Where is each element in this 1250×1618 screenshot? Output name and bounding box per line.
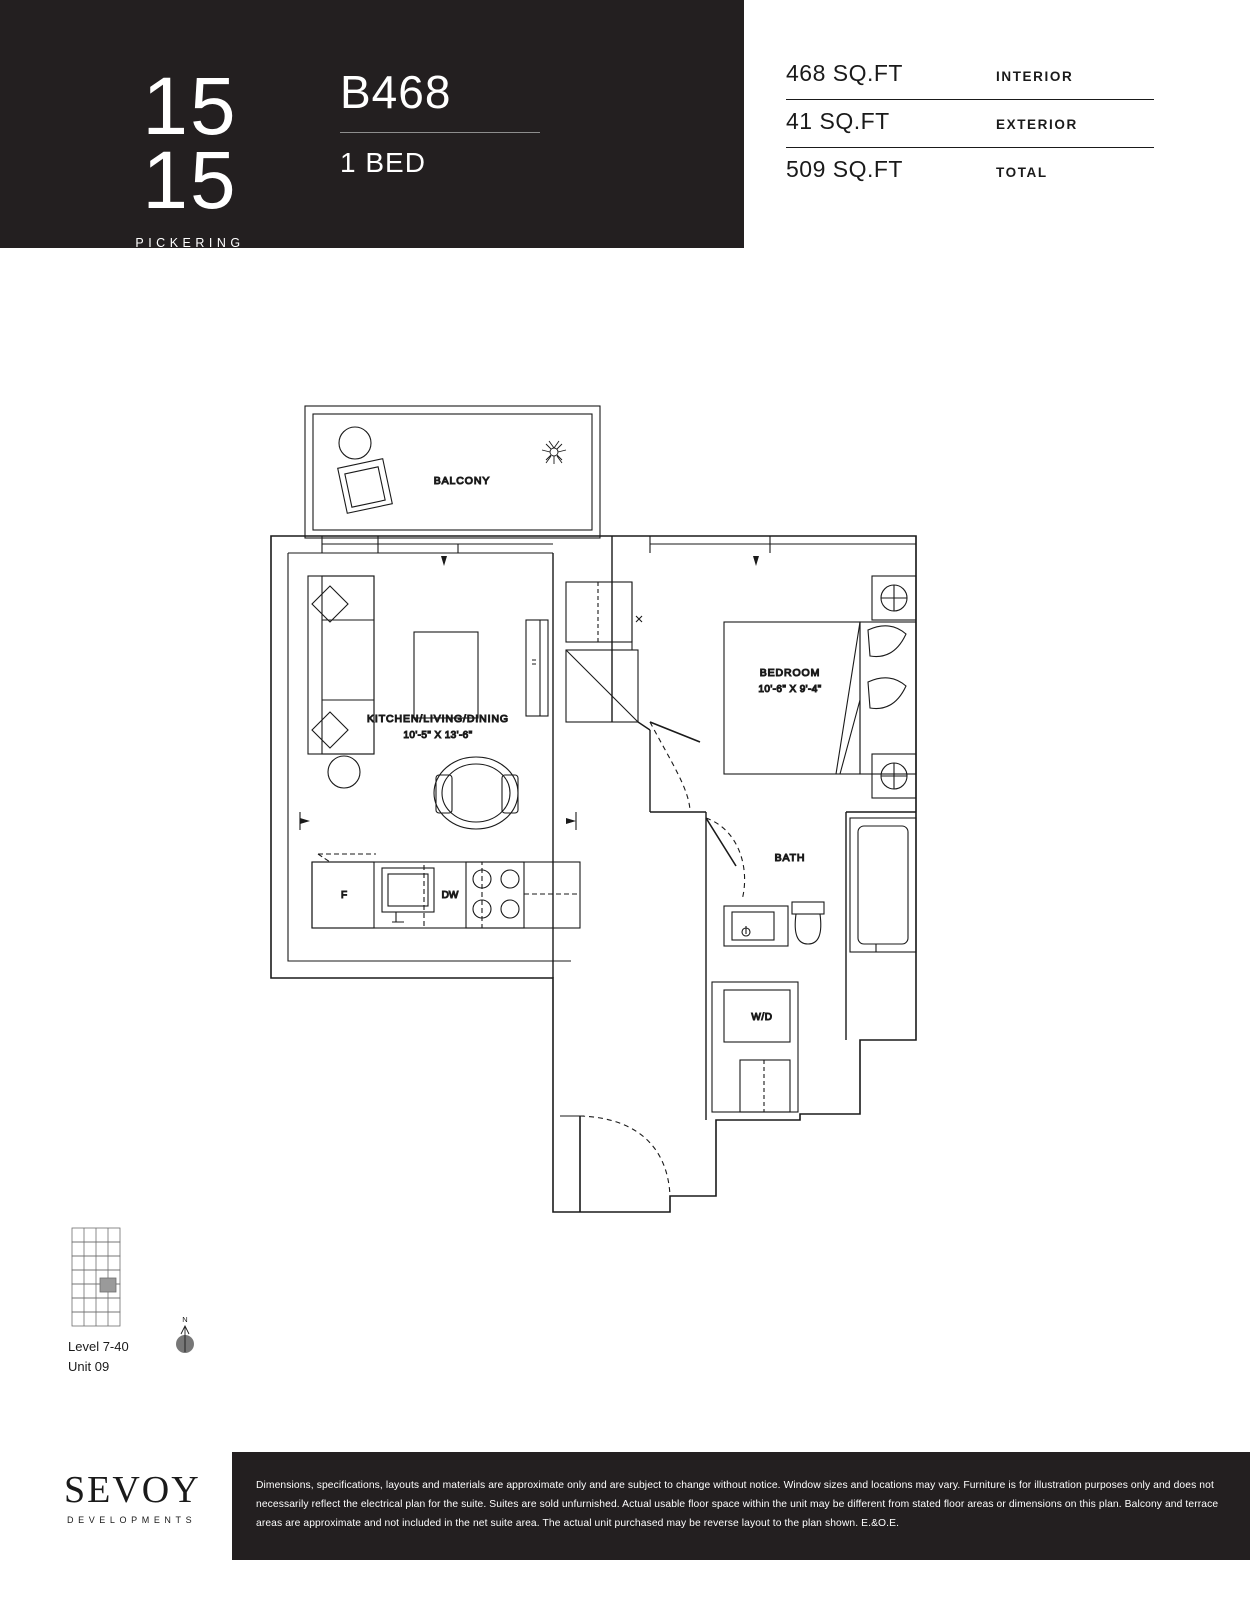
entry-closet <box>566 582 642 722</box>
area-value: 468 SQ.FT <box>786 60 903 86</box>
plan-arrows <box>300 818 576 824</box>
fridge-label: F <box>340 890 348 901</box>
washer-dryer-label: W/D <box>751 1012 773 1023</box>
window-arrow-living <box>441 556 447 566</box>
dining-set <box>434 757 518 829</box>
logo-subtitle-line-1: PICKERING <box>135 235 245 250</box>
bedroom-dimensions: 10'-6" X 9'-4" <box>758 684 822 695</box>
area-label: INTERIOR <box>996 69 1074 84</box>
key-plan <box>72 1228 120 1326</box>
key-plan-caption <box>68 1337 129 1376</box>
level-text: Level 7-40 <box>68 1339 129 1354</box>
bath-area <box>724 818 916 952</box>
balcony-area <box>305 406 600 538</box>
bedroom-label: BEDROOM <box>759 667 821 679</box>
logo-number-line-2: 15 <box>142 134 238 226</box>
suite-inner-wall <box>288 553 571 961</box>
area-label: TOTAL <box>996 165 1048 180</box>
sofa <box>308 576 374 754</box>
dishwasher-label: DW <box>441 890 459 901</box>
developer-tagline: DEVELOPMENTS <box>67 1515 197 1525</box>
laundry-closet <box>712 982 798 1112</box>
developer-logo <box>64 1468 224 1525</box>
unit-code: B468 <box>340 66 452 118</box>
bedroom-area <box>724 553 916 812</box>
unit-text: Unit 09 <box>68 1358 110 1374</box>
unit-bed-count: 1 BED <box>340 147 426 179</box>
bedroom-door <box>650 722 700 812</box>
area-label: EXTERIOR <box>996 117 1078 132</box>
interior-partitions <box>553 536 916 1120</box>
window-arrow-bedroom <box>753 556 759 566</box>
bedroom-window <box>650 536 916 553</box>
balcony-label: BALCONY <box>433 475 491 487</box>
bath-door <box>706 818 745 900</box>
living-label: KITCHEN/LIVING/DINING <box>367 713 509 725</box>
living-dimensions: 10'-5" X 13'-6" <box>403 730 473 741</box>
logo-number-line-1: 15 <box>142 61 238 152</box>
suite-outline <box>271 536 916 1212</box>
logo-subtitle-line-2: PARKWAY <box>144 254 236 269</box>
bath-label: BATH <box>774 852 806 864</box>
coffee-table <box>414 632 478 718</box>
area-value: 41 SQ.FT <box>786 108 890 134</box>
disclaimer-text: Dimensions, specifications, layouts and materials are approximate only and are subject to change without notice. Window sizes and locations may vary. Furniture is for illustration purposes only and does not necessarily reflect the electrical plan for the suite. Suites are sold unfurnished. Actual usable floor space within the unit may be different from stated floor areas or dimensions on this plan. Balcony and terrace areas are approximate and not included in the net suite area. The actual unit purchased may be reverse layout to the plan shown. E.&O.E. <box>232 1452 1250 1560</box>
developer-name: SEVOY <box>64 1469 201 1511</box>
tv-console <box>526 620 548 716</box>
side-table <box>328 756 360 788</box>
key-plan-highlight <box>100 1278 116 1292</box>
north-arrow <box>176 1315 194 1353</box>
entry-door <box>560 1116 670 1212</box>
north-label: N <box>182 1315 188 1324</box>
area-value: 509 SQ.FT <box>786 156 903 182</box>
kitchen <box>312 854 580 928</box>
plan-arrow-ticks <box>300 812 576 830</box>
